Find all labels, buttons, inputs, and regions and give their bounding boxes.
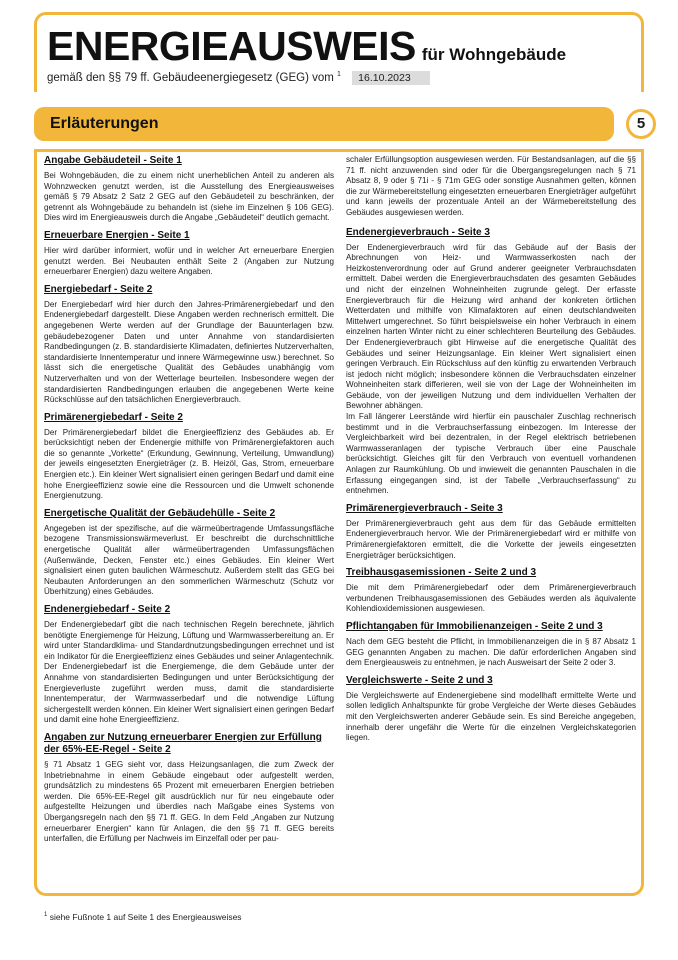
section-heading: Pflichtangaben für Immobilienanzeigen - Seite 2 und 3 — [346, 620, 603, 632]
law-text: gemäß den §§ 79 ff. Gebäudeenergiegesetz (GEG) vom — [47, 72, 334, 84]
section-heading: Erneuerbare Energien - Seite 1 — [44, 229, 190, 241]
section-text: Bei Wohngebäuden, die zu einem nicht unerheblichen Anteil zu anderen als Wohnzwecken genutzt werden, ist die Ausstellung des Energieausweises gemäß § 79 Absatz 2 Satz 2 GEG auf den Gebäudeteil zu beschränken, der getrennt als Wohngebäude zu behandeln ist (siehe im Einzelnen § 106 GEG). Dies wird im Energieausweis durch die Angabe „Gebäudeteil“ deutlich gemacht. — [44, 171, 334, 223]
section-endenergieverbrauch — [346, 227, 636, 497]
section-vergleichswerte — [346, 675, 636, 744]
law-reference — [47, 71, 430, 85]
section-heading: Treibhausgasemissionen - Seite 2 und 3 — [346, 567, 537, 579]
section-text: Hier wird darüber informiert, wofür und in welcher Art erneuerbare Energien genutzt werden. Bei Neubauten enthält Seite 2 (Angaben zur Nutzung erneuerbarer Energien) dazu weitere Angaben. — [44, 245, 334, 277]
page-number-badge: 5 — [626, 109, 656, 139]
issue-date: 16.10.2023 — [352, 71, 430, 85]
page-footnote — [44, 912, 242, 922]
section-primaerenergiebedarf — [44, 412, 334, 502]
section-energiebedarf — [44, 284, 334, 406]
section-heading: Angabe Gebäudeteil - Seite 1 — [44, 155, 182, 166]
continued-text: schaler Erfüllungsoption ausgewiesen werden. Für Bestandsanlagen, auf die §§ 71 ff. nicht anzuwenden sind oder für die Übergangsregelungen nach § 71 Absatz 8, 9 oder § 71i - § 71m GEG oder sonstige Ausnahmen gelten, können die zur Wärmebereitstellung eingesetzten erneuerbaren Energieträger aufgeführt und kann jeweils der prozentuale Anteil an der Wärmebereitstellung des Gebäudes ausgewiesen werden. — [346, 155, 636, 217]
section-65-ee-regel — [44, 732, 334, 845]
section-text: Der Energiebedarf wird hier durch den Jahres-Primärenergiebedarf und den Endenergiebedarf dargestellt. Diese Angaben werden rechnerisch ermittelt. Die angegebenen Werte werden auf der Grundlage der Bauunterlagen bzw. gebäudebezogener Daten und unter Annahme von standardisierten Randbedingungen (z. B. standardisierte Klimadaten, definiertes Nutzerverhalten, standardisierte Innentemperatur und innere Wärmegewinne usw.) berechnet. So lässt sich die energetische Qualität des Gebäudes unabhängig vom Nutzerverhalten und von der Wetterlage beurteilen. Insbesondere wegen der standardisierten Randbedingungen erlauben die angegebenen Werte keine Rückschlüsse auf den tatsächlichen Energieverbrauch. — [44, 299, 334, 405]
section-text: Der Primärenergiebedarf bildet die Energieeffizienz des Gebäudes ab. Er berücksichtigt neben der Endenergie mithilfe von Primärenergiefaktoren auch die so genannte „Vorkette“ (Erkundung, Gewinnung, Verteilung, Umwandlung) der jeweils eingesetzten Energieträger (z. B. Heizöl, Gas, Strom, erneuerbare Energien etc.). Ein kleiner Wert signalisiert einen geringen Bedarf und damit eine hohe Energieeffizienz sowie eine die Ressourcen und die Umwelt schonende Energienutzung. — [44, 427, 334, 501]
section-text: Die Vergleichswerte auf Endenergiebene sind modellhaft ermittelte Werte und sollen lediglich Anhaltspunkte für grobe Vergleiche der Werte dieses Gebäudes mit den Vergleichswerten anderer Gebäude sein. Es sind Bereiche angegeben, innerhalb derer ungefähr die Werte für die einzelnen Vergleichskategorien liegen. — [346, 690, 636, 743]
section-heading: Endenergiebedarf - Seite 2 — [44, 604, 171, 615]
footnote-marker: 1 — [44, 912, 48, 919]
section-text-continued: Im Fall längerer Leerstände wird hierfür ein pauschaler Zuschlag rechnerisch bestimmt und in die Verbrauchserfassung einbezogen. Im Interesse der Vergleichbarkeit wird bei dezentralen, in der Regel elektrisch betriebenen Warmwasseranlagen der typische Verbrauch über eine Pauschale berücksichtigt. Gleiches gilt für den Verbrauch von eventuell vorhandenen Anlagen zur Raumkühlung. Ob und inwieweit die genannten Pauschalen in die Erfassung eingegangen sind, ist der Tabelle „Verbrauchserfassung“ zu entnehmen. — [346, 412, 636, 496]
section-pflichtangaben — [346, 621, 636, 669]
section-primaerenergieverbrauch — [346, 503, 636, 561]
section-text: Die mit dem Primärenergiebedarf oder dem Primärenergieverbrauch verbundenen Treibhausgasemissionen des Gebäudes werden als äquivalente Kohlendioxidemissionen ausgewiesen. — [346, 583, 636, 614]
right-column — [346, 155, 636, 750]
section-gebaeudeteil — [44, 155, 334, 224]
footnote-text: siehe Fußnote 1 auf Seite 1 des Energieausweises — [49, 912, 242, 922]
section-heading: Primärenergiebedarf - Seite 2 — [44, 411, 183, 423]
footnote-marker: 1 — [337, 71, 341, 79]
section-heading: Angaben zur Nutzung erneuerbarer Energien zur Erfüllung der 65%-EE-Regel - Seite 2 — [44, 731, 322, 755]
section-heading: Energiebedarf - Seite 2 — [44, 283, 153, 295]
section-erneuerbare-energien — [44, 230, 334, 278]
section-text: Angegeben ist der spezifische, auf die wärmeübertragende Umfassungsfläche bezogene Transmissionswärmeverlust. Er beschreibt die durchschnittliche energetische Qualität aller wärmeübertragenden Umfassungsflächen (Außenwände, Decken, Fenster etc.) eines Gebäudes. Ein kleiner Wert signalisiert einen guten baulichen Wärmeschutz. Außerdem stellt das GEG bei Neubauten Anforderungen an den sommerlichen Wärmeschutz (Schutz vor Überhitzung) eines Gebäudes. — [44, 523, 334, 597]
section-text: Der Primärenergieverbrauch geht aus dem für das Gebäude ermittelten Endenergieverbrauch hervor. Wie der Primärenergiebedarf wird er mithilfe von Primärenergiefaktoren ermittelt, die die Vorkette der jeweils eingesetzten Energieträger berücksichtigen. — [346, 518, 636, 560]
section-text: Der Endenergiebedarf gibt die nach technischen Regeln berechnete, jährlich benötigte Energiemenge für Heizung, Lüftung und Warmwasserbereitung an. Er wird unter Standardklima- und Standardnutzungsbedingungen errechnet und ist ein Indikator für die Energieeffizienz eines Gebäudes und seiner Anlagentechnik. Der Endenergiebedarf ist die Energiemenge, die dem Gebäude unter der Annahme von standardisierten Bedingungen und unter Berücksichtigung der Energieverluste zugeführt werden muss, damit die standardisierte Innentemperatur, der Warmwasserbedarf und die notwendige Lüftung sichergestellt werden können. Ein kleiner Wert signalisiert einen geringen Bedarf und damit eine hohe Energieeffizienz. — [44, 620, 334, 725]
left-column — [44, 155, 334, 851]
section-heading: Vergleichswerte - Seite 2 und 3 — [346, 674, 493, 686]
document-subtitle: für Wohngebäude — [421, 45, 567, 64]
section-text: Der Endenergieverbrauch wird für das Gebäude auf der Basis der Abrechnungen von Heiz- und Warmwasserkosten nach der Heizkostenverordnung oder auf Grund anderer geeigneter Verbrauchsdaten ermittelt. Dabei werden die Energieverbrauchsdaten des gesamten Gebäudes und nicht der einzelnen Wohneinheiten zugrunde gelegt. Der erfasste Energieverbrauch für die Heizung wird anhand der konkreten örtlichen Wetterdaten und mithilfe von Klimafaktoren auf einen deutschlandweiten Mittelwert umgerechnet. So führt beispielsweise ein hoher Verbrauch in einem einzelnen harten Winter nicht zu einer schlechteren Beurteilung des Gebäudes. Der Endenergieverbrauch gibt Hinweise auf die energetische Qualität des Gebäudes und seiner Heizungsanlage. Ein kleiner Wert signalisiert einen geringen Verbrauch. Ein Rückschluss auf den künftig zu erwartenden Verbrauch ist jedoch nicht möglich; insbesondere können die Verbrauchsdaten einzelner Wohneinheiten stark differieren, weil sie von der Lage der Wohneinheiten im Gebäude, von der jeweiligen Nutzung und dem individuellen Verhalten der Bewohner abhängen. — [346, 242, 636, 411]
section-heading: Energetische Qualität der Gebäudehülle - Seite 2 — [44, 507, 276, 519]
section-bar — [34, 107, 614, 141]
section-heading: Primärenergieverbrauch - Seite 3 — [346, 502, 503, 514]
header-frame — [34, 12, 644, 92]
section-text: Nach dem GEG besteht die Pflicht, in Immobilienanzeigen die in § 87 Absatz 1 GEG genannten Angaben zu machen. Die dafür erforderlichen Angaben sind dem Energieausweis zu entnehmen, je nach Ausweisart der Seite 2 oder 3. — [346, 636, 636, 668]
section-title: Erläuterungen — [50, 115, 159, 132]
document-title: ENERGIEAUSWEIS — [47, 23, 416, 69]
title-row — [47, 23, 566, 70]
section-endenergiebedarf — [44, 604, 334, 726]
section-gebaeudehuelle — [44, 508, 334, 598]
section-treibhausgasemissionen — [346, 567, 636, 615]
section-text: § 71 Absatz 1 GEG sieht vor, dass Heizungsanlagen, die zum Zweck der Inbetriebnahme in einem Gebäude eingebaut oder aufgestellt werden, grundsätzlich zu mindestens 65 Prozent mit erneuerbaren Energien betrieben werden. Die 65%-EE-Regel gilt ausdrücklich nur für neu eingebaute oder aufgestellte Heizungen und überdies nach Maßgabe eines Systems von Übergangsregeln nach den §§ 71 ff. GEG. In dem Feld „Angaben zur Nutzung erneuerbarer Energien“ kann für Anlagen, die den §§ 71 ff. GEG bereits unterfallen, die Erfüllung per Nachweis im Einzelfall oder per pau- — [44, 759, 334, 844]
section-heading: Endenergieverbrauch - Seite 3 — [346, 226, 490, 238]
